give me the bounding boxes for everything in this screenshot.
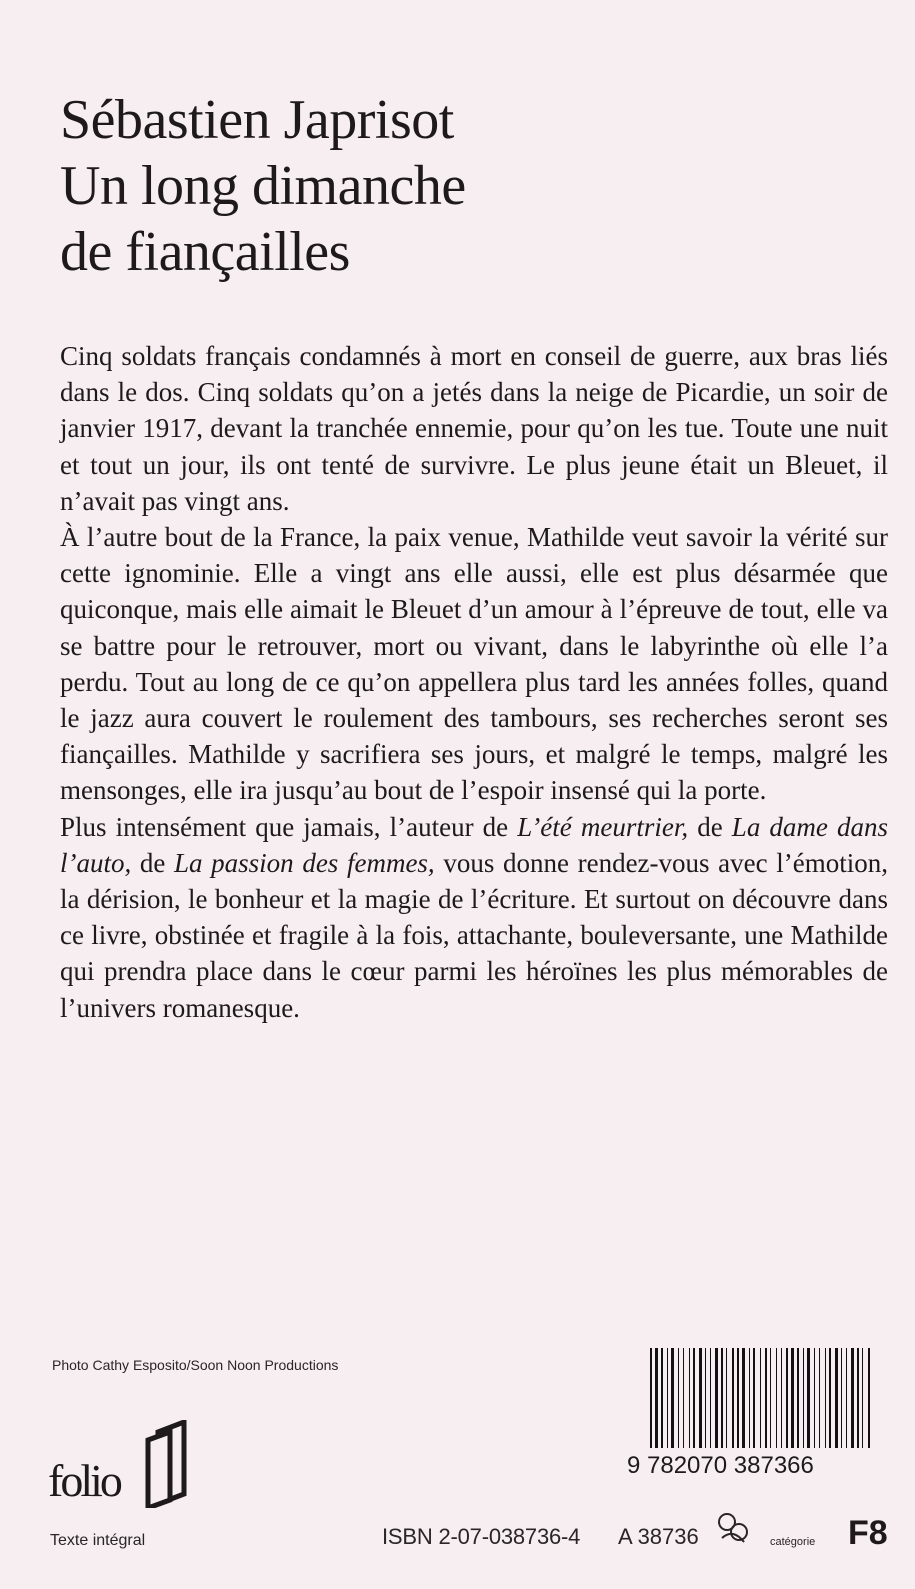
blurb-p3-title-1: L’été meurtrier, — [517, 811, 689, 842]
barcode-bar — [835, 1348, 838, 1448]
texte-integral-label: Texte intégral — [50, 1532, 146, 1549]
barcode-bar — [683, 1348, 684, 1448]
blurb-p3-title-2: La dame dans l’auto, — [60, 811, 889, 878]
author-name: Sébastien Japrisot — [60, 89, 454, 151]
barcode-bar — [862, 1348, 863, 1448]
barcode-bar — [650, 1348, 652, 1448]
isbn-number: ISBN 2-07-038736-4 — [382, 1524, 581, 1549]
blurb-p3-text-g: vous donne rendez-vous avec l’émotion, la dérision, le bonheur et la magie de l’écriture. Et surtout on découvre dans ce livre, obstinée et fragile à la fois, attachante, bouleversante, une Mathilde qui prendra place dans le cœur parmi les héroïnes les plus mémorables de l’univers romanesque. — [60, 847, 888, 1023]
barcode-bar — [760, 1348, 761, 1448]
folio-logo — [48, 1420, 208, 1510]
barcode-bar — [721, 1348, 723, 1448]
barcode-bar — [667, 1348, 668, 1448]
catalog-code: A 38736 — [618, 1524, 699, 1549]
barcode-bar — [749, 1348, 750, 1448]
barcode-bar — [705, 1348, 706, 1448]
barcode-digits: 9 782070 387366 — [627, 1452, 814, 1479]
blurb-paragraph-3 — [60, 809, 888, 1026]
folio-frame-icon — [144, 1420, 188, 1508]
barcode-bar — [868, 1348, 870, 1448]
barcode-bar — [699, 1348, 702, 1448]
barcode-bar — [846, 1348, 847, 1448]
barcode-bar — [786, 1348, 788, 1448]
folio-logo-wordmark: folio — [48, 1455, 120, 1506]
barcode-bar — [797, 1348, 799, 1448]
barcode-bar — [765, 1348, 767, 1448]
barcode-bar — [710, 1348, 711, 1448]
photo-credit: Photo Cathy Esposito/Soon Noon Productions — [52, 1357, 339, 1373]
barcode-bar — [803, 1348, 804, 1448]
barcode-bar — [814, 1348, 815, 1448]
barcode-bar — [655, 1348, 658, 1448]
blurb-p3-text-e: de — [131, 847, 175, 878]
theatre-masks-icon — [710, 1508, 756, 1548]
barcode-bar — [661, 1348, 663, 1448]
category-label: catégorie — [770, 1536, 816, 1548]
barcode-bar — [841, 1348, 842, 1448]
barcode-bar — [671, 1348, 674, 1448]
barcode-bar — [770, 1348, 771, 1448]
barcode-bar — [742, 1348, 745, 1448]
barcode-bar — [715, 1348, 718, 1448]
barcode-bar — [726, 1348, 727, 1448]
barcode-bar — [753, 1348, 755, 1448]
barcode-bar — [857, 1348, 859, 1448]
barcode-bar — [737, 1348, 739, 1448]
barcode-bar — [732, 1348, 734, 1448]
barcode-bar — [776, 1348, 777, 1448]
blurb — [60, 338, 888, 1026]
category-value: F8 — [848, 1514, 888, 1552]
blurb-p3-text-a: Plus intensément que jamais, l’auteur de — [60, 811, 518, 842]
book-title-line-2: de fiançailles — [60, 221, 350, 283]
barcode-bar — [825, 1348, 826, 1448]
barcode-bar — [851, 1348, 854, 1448]
barcode-bar — [689, 1348, 690, 1448]
blurb-p3-text-c: de — [688, 811, 732, 842]
book-title-line-1: Un long dimanche — [60, 155, 466, 217]
barcode-bar — [678, 1348, 679, 1448]
blurb-paragraph-2: À l’autre bout de la France, la paix venue, Mathilde veut savoir la vérité sur cette ignominie. Elle a vingt ans elle aussi, elle est plus désarmée que quiconque, mais elle aimait le Bleuet d’un amour à l’épreuve de tout, elle va se battre pour le retrouver, mort ou vivant, dans le labyrinthe où elle l’a perdu. Tout au long de ce qu’on appellera plus tard les années folles, quand le jazz aura couvert le roulement des tambours, ses recherches seront ses fiançailles. Mathilde y sacrifiera ses jours, et malgré le temps, malgré les mensonges, elle ira jusqu’au bout de l’espoir insensé qui la porte. — [60, 522, 888, 806]
blurb-p3-title-3: La passion des femmes, — [174, 847, 435, 878]
barcode-bar — [781, 1348, 782, 1448]
barcode-bar — [791, 1348, 794, 1448]
barcode-bar — [693, 1348, 695, 1448]
barcode-bar — [819, 1348, 820, 1448]
barcode — [648, 1348, 874, 1452]
barcode-bar — [829, 1348, 831, 1448]
barcode-bar — [807, 1348, 810, 1448]
blurb-paragraph-1: Cinq soldats français condamnés à mort en conseil de guerre, aux bras liés dans le dos. Cinq soldats qu’on a jetés dans la neige de Picardie, un soir de janvier 1917, devant la tranchée ennemie, pour qu’on les tue. Toute une nuit et tout un jour, ils ont tenté de survivre. Le plus jeune était un Bleuet, il n’avait pas vingt ans. — [60, 341, 888, 516]
